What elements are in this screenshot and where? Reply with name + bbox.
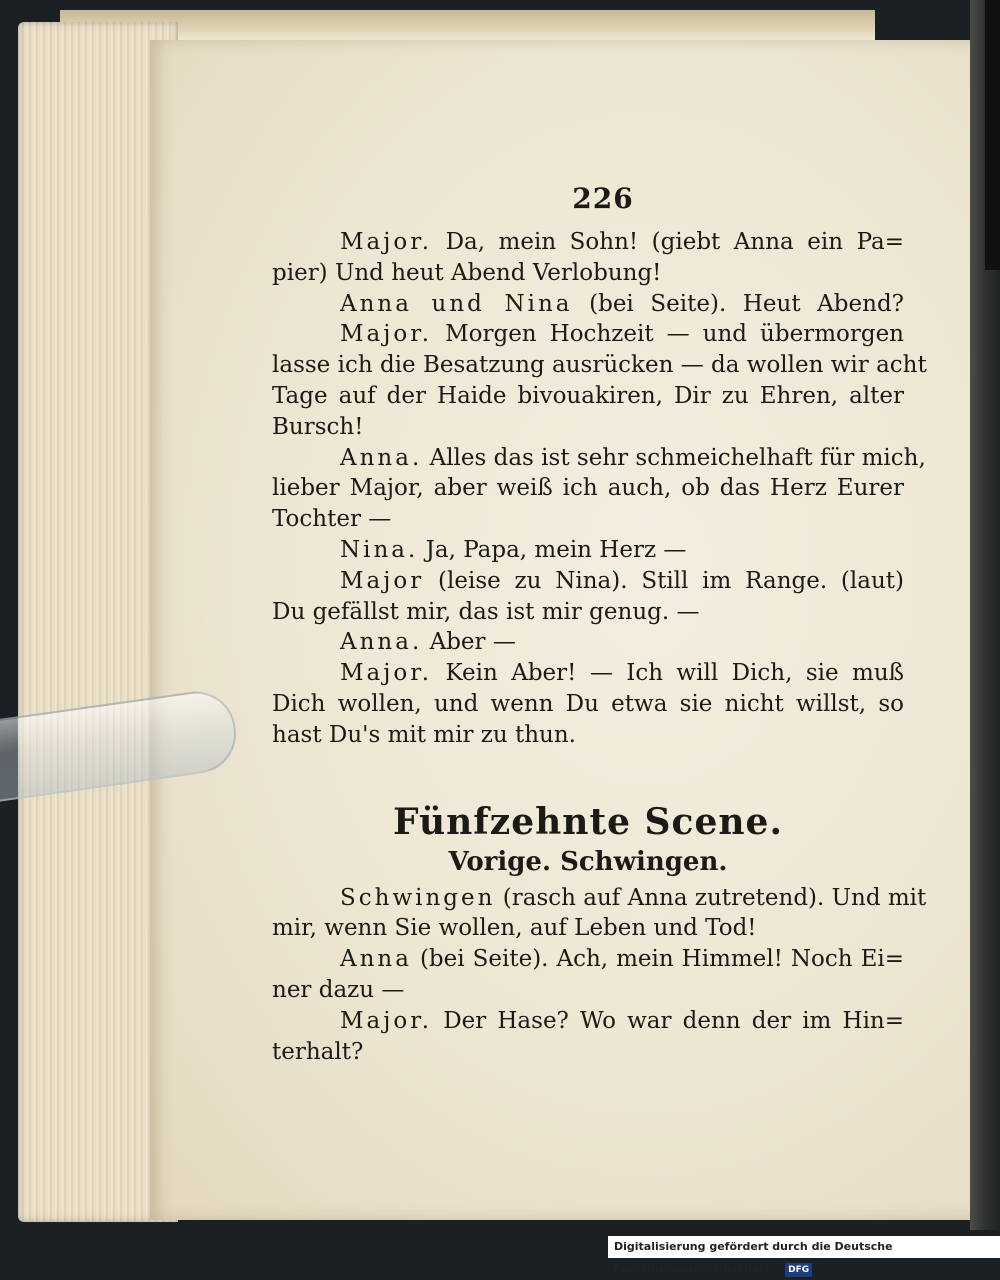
page-text — [272, 182, 927, 1067]
line-text: Tage auf der Haide bivouakiren, Dir zu Ehren, alter — [272, 382, 904, 409]
line-text: Du gefällst mir, das ist mir genug. — — [272, 598, 700, 625]
speaker-name: Schwingen — [340, 884, 496, 911]
speaker-name: Major. — [340, 1007, 433, 1034]
line-text: pier) Und heut Abend Verlobung! — [272, 259, 662, 286]
speaker-name: Major. — [340, 229, 433, 255]
book-top-edge — [60, 10, 875, 40]
speaker-name: Major. — [340, 321, 433, 348]
scene-cast: Vorige. Schwingen. — [448, 846, 728, 877]
text-line — [272, 473, 904, 504]
page-number: 226 — [572, 182, 634, 215]
text-line — [272, 227, 904, 258]
text-line — [272, 258, 904, 289]
speaker-name: Anna. — [340, 629, 423, 656]
text-line — [272, 289, 904, 320]
line-text: Bursch! — [272, 413, 364, 440]
footer-text: Digitalisierung gefördert durch die Deutsche Forschungsgemeinschaft · — [614, 1240, 893, 1275]
scene-title: Fünfzehnte Scene. — [393, 800, 783, 843]
speaker-name: Nina. — [340, 536, 419, 563]
text-line — [272, 1006, 904, 1037]
line-text: ner dazu — — [272, 976, 405, 1003]
line-text: (bei Seite). Ach, mein Himmel! Noch Ei= — [419, 946, 904, 973]
line-text: Kein Aber! — Ich will Dich, sie muß — [445, 660, 905, 687]
speaker-name: Major. — [340, 660, 433, 687]
text-line — [272, 627, 904, 658]
speaker-name: Major — [340, 567, 425, 594]
scan-edge-strip — [985, 0, 1000, 270]
line-text: Alles das ist sehr schmeichelhaft für mich, — [429, 444, 926, 471]
line-text: mir, wenn Sie wollen, auf Leben und Tod! — [272, 915, 757, 942]
line-text: Morgen Hochzeit — und übermorgen — [445, 321, 904, 348]
text-line — [272, 975, 904, 1006]
text-line — [272, 720, 904, 751]
text-line — [272, 350, 927, 381]
text-line — [272, 443, 926, 474]
line-text: (leise zu Nina). Still im Range. (laut) — [438, 567, 905, 594]
text-line — [272, 566, 904, 597]
line-text: lasse ich die Besatzung ausrücken — da wollen wir acht — [272, 352, 927, 379]
line-text: hast Du's mit mir zu thun. — [272, 721, 576, 748]
line-text: Dich wollen, und wenn Du etwa sie nicht willst, so — [272, 690, 904, 717]
line-text: Der Hase? Wo war denn der im Hin= — [443, 1007, 905, 1034]
text-line — [272, 381, 904, 412]
line-text: Ja, Papa, mein Herz — — [425, 536, 687, 563]
speaker-name: Anna und Nina — [340, 290, 573, 317]
line-text: terhalt? — [272, 1038, 364, 1065]
footer-credit — [608, 1236, 1000, 1275]
dialogue-before — [272, 227, 927, 751]
dialogue-after — [272, 883, 927, 1068]
text-line — [272, 913, 904, 944]
text-line — [272, 504, 904, 535]
line-text: Aber — — [429, 629, 516, 656]
line-text: (bei Seite). Heut Abend? — [589, 290, 904, 317]
dfg-logo: DFG — [785, 1263, 812, 1277]
line-text: lieber Major, aber weiß ich auch, ob das Herz Eurer — [272, 475, 904, 502]
line-text: (rasch auf Anna zutretend). Und mit — [502, 884, 927, 911]
speaker-name: Anna — [340, 946, 412, 973]
text-line — [272, 658, 904, 689]
text-line — [272, 597, 904, 628]
text-line — [272, 412, 904, 443]
speaker-name: Anna. — [340, 444, 423, 471]
text-line — [272, 535, 904, 566]
line-text: Tochter — — [272, 506, 392, 533]
text-line — [272, 944, 904, 975]
text-line — [272, 1037, 904, 1068]
text-line — [272, 319, 904, 350]
text-line — [272, 883, 927, 914]
text-line — [272, 689, 904, 720]
line-text: Da, mein Sohn! (giebt Anna ein Pa= — [445, 229, 904, 255]
